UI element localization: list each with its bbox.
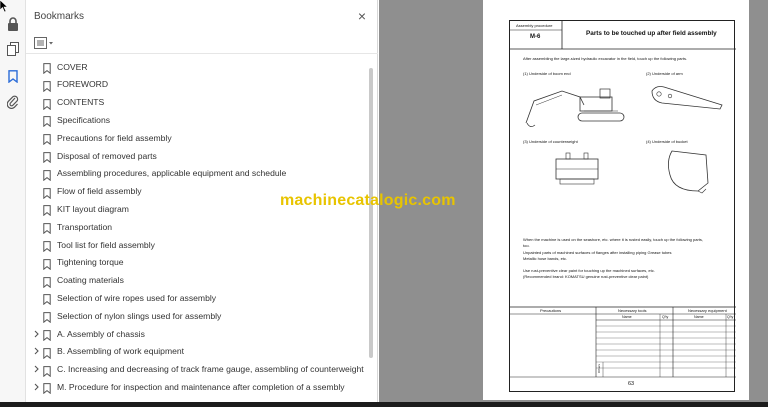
figure-caption-4: (4) Underside of bucket <box>646 139 688 144</box>
bookmark-label: B. Assembling of work equipment <box>57 346 185 357</box>
arm-drawing <box>646 83 724 113</box>
bookmark-label: Assembling procedures, applicable equipment and schedule <box>57 168 287 179</box>
bookmark-label: Selection of nylon slings used for assembly <box>57 310 222 321</box>
bookmark-label: Precautions for field assembly <box>57 132 172 143</box>
note-line-4: Metallic hose bands, etc. <box>523 256 568 261</box>
bookmark-label: Transportation <box>57 221 113 232</box>
chevron-right-icon[interactable] <box>32 361 40 378</box>
bookmark-label: A. Assembly of chassis <box>57 328 145 339</box>
document-page <box>483 0 749 400</box>
chevron-right-icon[interactable] <box>32 325 40 342</box>
precautions-header: Precautions <box>540 308 562 313</box>
procedure-code: M-6 <box>530 34 541 40</box>
bookmark-icon <box>43 150 51 161</box>
bookmark-item[interactable] <box>26 129 368 146</box>
bookmark-item[interactable] <box>26 307 368 324</box>
bookmark-item[interactable] <box>26 272 368 289</box>
figure-caption-1: (1) Underside of boom end <box>523 71 571 76</box>
bookmark-item[interactable] <box>26 254 368 271</box>
bookmarks-panel-icon[interactable] <box>4 67 22 85</box>
bookmark-icon <box>43 364 51 375</box>
bookmark-icon <box>43 328 51 339</box>
bookmark-icon <box>43 239 51 250</box>
equipment-qty-col: Q'ty <box>727 315 734 319</box>
note-line-6: (Recommended brand: KOMATSU genuine rust-preventive clear paint) <box>523 274 649 279</box>
equipment-name-col: Name <box>694 315 704 319</box>
bookmark-label: FOREWORD <box>57 79 109 90</box>
counterweight-drawing <box>552 151 602 187</box>
bookmark-item[interactable] <box>26 378 368 395</box>
note-line-1: When the machine is used on the seashore, etc. where it is rusted easily, touch up the following parts, <box>523 237 704 242</box>
mouse-cursor-icon <box>0 0 8 12</box>
bookmark-icon <box>43 292 51 303</box>
bookmark-item[interactable] <box>26 165 368 182</box>
bookmark-label: Specifications <box>57 114 111 125</box>
toolbar-divider <box>26 53 378 54</box>
bookmark-icon <box>43 61 51 72</box>
pages-thumbnail-icon[interactable] <box>4 40 22 58</box>
bookmark-label: M. Procedure for inspection and maintenance after completion of a ssembly <box>57 381 345 392</box>
page-number: 63 <box>628 381 635 387</box>
bookmark-item[interactable] <box>26 289 368 306</box>
taskbar-strip <box>0 402 768 407</box>
bookmark-label: Tool list for field assembly <box>57 239 155 250</box>
tools-name-col: Name <box>622 315 632 319</box>
bookmark-icon <box>43 114 51 125</box>
bookmark-label: COVER <box>57 61 88 72</box>
procedure-label: Assembly procedure <box>516 23 553 28</box>
chevron-right-icon[interactable] <box>32 378 40 395</box>
bookmark-label: CONTENTS <box>57 97 105 108</box>
bookmark-item[interactable] <box>26 111 368 128</box>
bookmarks-toolbar <box>26 32 378 54</box>
page-heading: Parts to be touched up after field assembly <box>586 30 717 37</box>
tools-qty-col: Q'ty <box>662 315 669 319</box>
close-panel-button[interactable]: × <box>357 8 367 24</box>
bookmark-label: Coating materials <box>57 275 124 286</box>
bookmark-item[interactable] <box>26 147 368 164</box>
page-frame <box>509 20 735 392</box>
bookmark-list-scrollbar[interactable] <box>368 60 374 400</box>
watermark-text: machinecatalogic.com <box>280 192 456 209</box>
necessary-tools-header: Necessary tools <box>618 308 647 313</box>
bookmark-icon <box>43 132 51 143</box>
scrollbar-thumb[interactable] <box>369 68 373 358</box>
bucket-drawing <box>662 147 714 195</box>
bookmark-options-button[interactable] <box>34 36 56 50</box>
bookmark-icon <box>43 346 51 357</box>
bookmark-label: Selection of wire ropes used for assembly <box>57 292 217 303</box>
bookmark-item[interactable] <box>26 343 368 360</box>
note-line-2: too. <box>523 243 530 248</box>
bookmarks-panel-header <box>26 0 378 32</box>
list-options-icon <box>34 37 56 49</box>
bookmark-icon <box>43 310 51 321</box>
bookmarks-panel-title: Bookmarks <box>34 11 85 22</box>
bookmark-item[interactable] <box>26 361 368 378</box>
note-line-3: Unpainted parts of machined surfaces of flanges after installing piping Grease tubes <box>523 250 672 255</box>
bookmark-icon <box>43 221 51 232</box>
left-tool-strip <box>0 0 26 402</box>
bookmark-label: Tightening torque <box>57 257 124 268</box>
chevron-right-icon[interactable] <box>32 343 40 360</box>
bookmark-icon <box>43 275 51 286</box>
bookmark-item[interactable] <box>26 236 368 253</box>
excavator-drawing <box>522 83 632 131</box>
bookmark-item[interactable] <box>26 76 368 93</box>
page-lines <box>510 21 736 393</box>
necessary-equipment-header: Necessary equipment <box>688 308 727 313</box>
bookmark-label: KIT layout diagram <box>57 203 129 214</box>
bookmark-label: Disposal of removed parts <box>57 150 157 161</box>
bookmark-icon <box>43 381 51 392</box>
bookmark-icon <box>43 79 51 90</box>
bookmark-item[interactable] <box>26 94 368 111</box>
figure-caption-2: (2) Underside of arm <box>646 71 683 76</box>
others-side-label: Others <box>597 363 601 373</box>
bookmark-label: C. Increasing and decreasing of track frame gauge, assembling of counterweight <box>57 364 364 375</box>
bookmark-label: Flow of field assembly <box>57 186 142 197</box>
intro-text: After assembling the large-sized hydraulic excavator in the field, touch up the following parts. <box>523 56 688 61</box>
bookmark-icon <box>43 203 51 214</box>
bookmark-item[interactable] <box>26 325 368 342</box>
note-line-5: Use rust-preventive clear paint for touching up the machined surfaces, etc. <box>523 268 655 273</box>
bookmark-icon <box>43 168 51 179</box>
bookmark-icon <box>43 186 51 197</box>
lock-icon[interactable] <box>4 15 22 33</box>
attachment-paperclip-icon[interactable] <box>4 93 22 111</box>
bookmark-item[interactable] <box>26 218 368 235</box>
bookmark-item[interactable] <box>26 58 368 75</box>
bookmark-icon <box>43 97 51 108</box>
bookmark-icon <box>43 257 51 268</box>
figure-caption-3: (3) Underside of counterweight <box>523 139 578 144</box>
